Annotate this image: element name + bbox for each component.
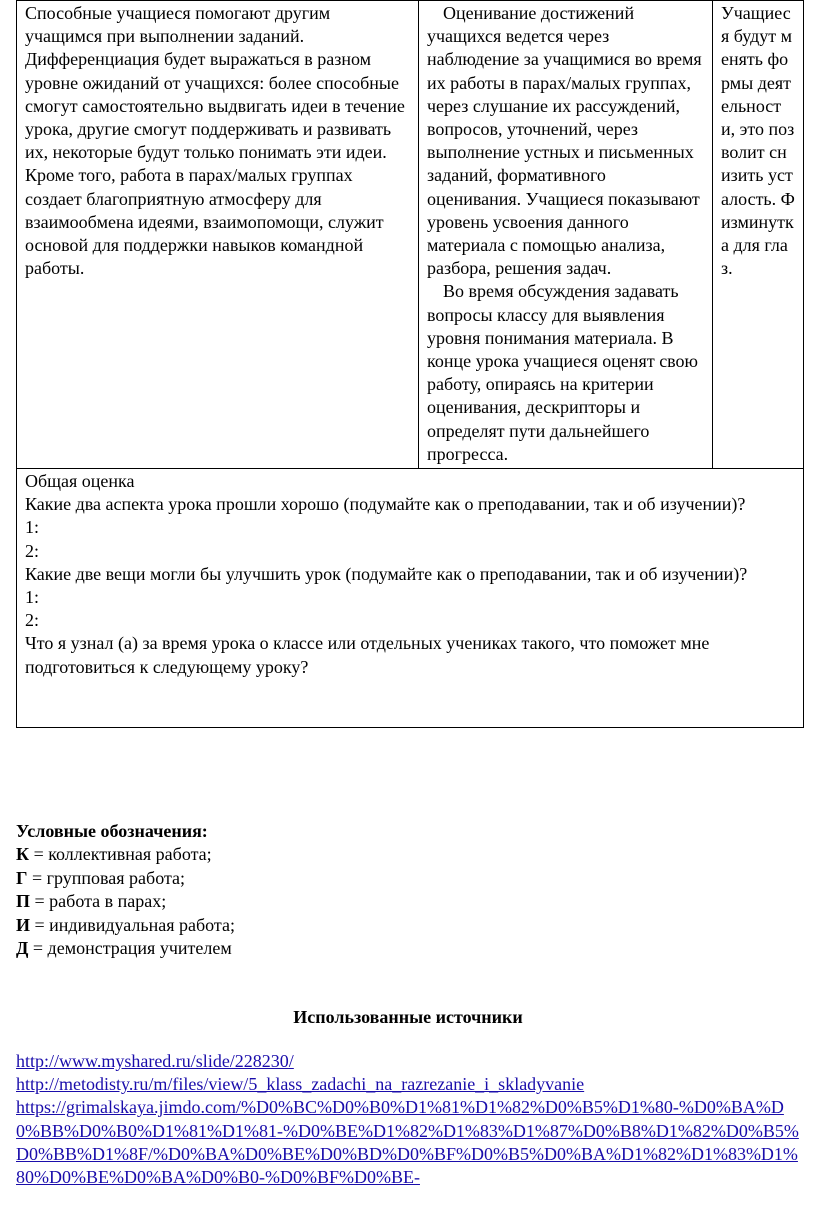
- summary-cell: [17, 469, 804, 728]
- assessment-text-1: Оценивание достижений учащихся ведется через наблюдение за учащимися во время их работы в парах/малых группах, через слушание их рассуждений, вопросов, уточнений, через выполнение устных и письменных заданий, формативного оценивания. Учащиеся показывают уровень усвоения данного материала с помощью анализа, разбора, решения задач.: [427, 3, 702, 279]
- source-link-3[interactable]: https://grimalskaya.jimdo.com/%D0%BC%D0%B0%D1%81%D1%82%D0%B5%D1%80-%D0%BA%D0%BB%D0%B0%D1%81%D1%81-%D0%BE%D1%82%D1%83%D1%87%D0%B8%D1%82%D0%B5%D0%BB%D1%8F/%D0%BA%D0%BE%D0%BD%D0%BF%D0%B5%D0%BA%D1%82%D1%83%D1%80%D0%BE%D0%BA%D0%B0-%D0%BF%D0%BE-: [16, 1097, 799, 1188]
- legend-key: К: [16, 844, 30, 865]
- legend-desc: = индивидуальная работа;: [30, 914, 236, 935]
- legend-item: [16, 937, 796, 960]
- table-row: [17, 1, 804, 469]
- legend-key: Г: [16, 867, 28, 888]
- legend-title: Условные обозначения:: [16, 821, 208, 841]
- legend: [16, 820, 796, 960]
- legend-desc: = демонстрация учителем: [28, 938, 232, 959]
- summary-answer-1-2: 2:: [25, 540, 40, 561]
- source-link-1[interactable]: http://www.myshared.ru/slide/228230/: [16, 1051, 294, 1071]
- summary-title: Общая оценка: [25, 471, 135, 492]
- legend-desc: = коллективная работа;: [29, 844, 212, 865]
- legend-item: [16, 914, 796, 937]
- legend-item: [16, 867, 796, 890]
- table-row: [17, 469, 804, 728]
- sources-title: Использованные источники: [293, 1007, 523, 1027]
- summary-answer-2-1: 1:: [25, 587, 40, 608]
- legend-desc: = групповая работа;: [27, 867, 186, 888]
- health-safety-text: Учащиеся будут менять формы деятельности, это позволит снизить усталость. Физминутка для глаз.: [721, 3, 795, 279]
- differentiation-text: Способные учащиеся помогают другим учащимся при выполнении заданий. Дифференциация будет выражаться в разном уровне ожиданий от учащихся: более способные смогут самостоятельно выдвигать идеи в течение урока, другие смогут поддерживать и развивать их, некоторые будут только понимать эти идеи. Кроме того, работа в парах/малых группах создает благоприятную атмосферу для взаимообмена идеями, взаимопомощи, служит основой для поддержки навыков командной работы.: [25, 3, 405, 279]
- summary-question-1: Какие два аспекта урока прошли хорошо (подумайте как о преподавании, так и об изучении)?: [25, 494, 746, 515]
- summary-question-3: Что я узнал (а) за время урока о классе или отдельных учениках такого, что поможет мне подготовиться к следующему уроку?: [25, 633, 710, 677]
- legend-desc: = работа в парах;: [30, 891, 167, 912]
- source-link-2[interactable]: http://metodisty.ru/m/files/view/5_klass_zadachi_na_razrezanie_i_skladyvanie: [16, 1074, 585, 1095]
- legend-item: [16, 843, 796, 866]
- health-safety-cell: [713, 1, 804, 469]
- differentiation-cell: [17, 1, 419, 469]
- legend-key: И: [16, 914, 31, 935]
- assessment-text-2: Во время обсуждения задавать вопросы классу для выявления уровня понимания материала. В конце урока учащиеся оценят свою работу, опираясь на критерии оценивания, дескрипторы и определят пути дальнейшего прогресса.: [427, 281, 699, 464]
- summary-answer-2-2: 2:: [25, 610, 40, 631]
- legend-key: Д: [16, 938, 29, 959]
- lesson-table: [16, 0, 804, 728]
- legend-key: П: [16, 891, 31, 912]
- assessment-cell: [419, 1, 713, 469]
- summary-answer-1-1: 1:: [25, 517, 40, 538]
- legend-item: [16, 890, 796, 913]
- summary-question-2: Какие две вещи могли бы улучшить урок (подумайте как о преподавании, так и об изучении)?: [25, 563, 748, 584]
- sources-list: [16, 1050, 806, 1189]
